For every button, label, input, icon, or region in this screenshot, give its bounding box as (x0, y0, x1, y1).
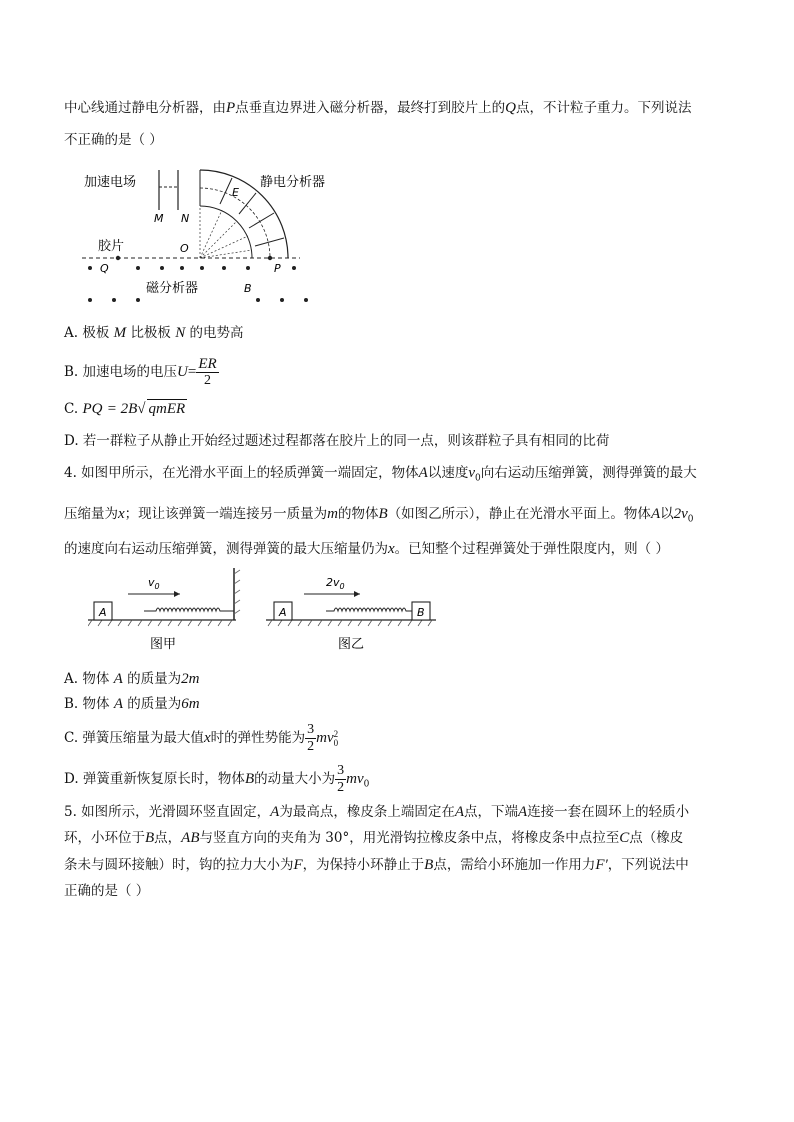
q4-figure (88, 564, 448, 658)
text: 环，小环位于 (64, 830, 145, 846)
q3-fig-label-e: E (232, 186, 239, 199)
text: 压缩量为 (64, 506, 118, 522)
q4-fig-spring-yi (326, 608, 412, 611)
text: 的电势高 (189, 325, 244, 341)
q3-stem-text: 点，不计粒子重力。下列说法 (516, 100, 692, 116)
text: 4. 如图甲所示，在光滑水平面上的轻质弹簧一端固定，物体 (64, 465, 419, 481)
denominator: 2 (337, 780, 345, 795)
q3-fig-point-q (116, 256, 120, 260)
q4-option-c (64, 722, 338, 755)
q5-stem-line3 (64, 856, 689, 874)
text: 点（橡皮 (629, 830, 684, 846)
subscript: 0 (687, 514, 694, 525)
q3-option-d: D. 若一群粒子从静止开始经过题述过程都落在胶片上的同一点，则该群粒子具有相同的比荷 (64, 433, 610, 449)
text: B. 物体 (64, 696, 110, 712)
q3-fig-analyzer-label: 静电分析器 (260, 175, 326, 190)
numerator: 3 (307, 722, 315, 737)
q4-fig-spring-jia (144, 608, 234, 611)
symbol: m (327, 506, 339, 522)
symbol: M (113, 325, 127, 341)
value: 6m (181, 696, 200, 712)
q3-figure (82, 158, 342, 308)
symbol: x (118, 506, 125, 522)
text: C. 弹簧压缩量为最大值 (64, 730, 204, 746)
text: 点， (154, 830, 182, 846)
symbol: A (418, 465, 428, 481)
q4-option-a (64, 670, 199, 688)
symbol: B (378, 506, 388, 522)
q3-fig-magnetic-label: 磁分析器 (146, 281, 199, 296)
text: D. 弹簧重新恢复原长时，物体 (64, 771, 245, 787)
text: 向右运动压缩弹簧，测得弹簧的最大 (480, 465, 697, 481)
text: 为最高点，橡皮条上端固定在 (279, 804, 455, 820)
q4-fig-v0: $v_0$ (148, 576, 160, 591)
symbol: C (619, 830, 630, 846)
q3-fig-label-o: O (180, 242, 189, 255)
text: 连接一套在圆环上的轻质小 (527, 804, 690, 820)
q3-option-a (64, 324, 244, 342)
text: （如图乙所示），静止在光滑水平面上。物体 (387, 506, 651, 522)
symbol: A (113, 696, 123, 712)
value: 2m (181, 671, 200, 687)
text: 的速度向右运动压缩弹簧，测得弹簧的最大压缩量仍为 (64, 541, 388, 557)
q4-fig-label-a2: A (279, 606, 287, 619)
symbol: v (468, 465, 476, 481)
q3-fig-label-m: M (154, 212, 164, 225)
text: 点，需给小环施加一作用力 (433, 857, 596, 873)
symbol: mv (346, 771, 364, 787)
text: 以 (660, 506, 674, 522)
q3-fig-label-p: P (274, 262, 281, 275)
subscript: 0 (363, 779, 370, 790)
q3-symbol-q: Q (505, 100, 517, 116)
symbol: x (203, 730, 211, 746)
numerator: 3 (337, 763, 345, 778)
fraction (335, 763, 346, 796)
text: 条未与圆环接触）时，钩的拉力大小为 (64, 857, 294, 873)
text: ，为保持小环静止于 (302, 857, 425, 873)
symbol: U (177, 364, 188, 380)
text: ；现让该弹簧一端连接另一质量为 (124, 506, 328, 522)
text: A. 极板 (64, 325, 110, 341)
numerator: ER (198, 356, 217, 372)
q5-stem-line2 (64, 829, 683, 847)
q4-fig-label-b: B (417, 606, 425, 619)
q4-fig-caption-jia: 图甲 (150, 637, 177, 652)
text: = (187, 364, 197, 380)
symbol: x (388, 541, 395, 557)
symbol: AB (181, 830, 200, 846)
superscript: 2 (333, 728, 339, 739)
q5-stem-line4: 正确的是（ ） (64, 883, 150, 899)
fraction (196, 356, 218, 389)
q4-fig-2v0: $2v_0$ (326, 576, 345, 591)
q3-fig-accel-label: 加速电场 (84, 175, 137, 190)
q3-stem-text: 点垂直边界进入磁分析器，最终打到胶片上的 (235, 100, 506, 116)
text: 的物体 (338, 506, 379, 522)
text: A. 物体 (64, 671, 110, 687)
q3-fig-point-p (268, 256, 272, 260)
symbol: A (650, 506, 661, 522)
symbol: A (518, 804, 528, 820)
subscript: 0 (333, 737, 339, 748)
q4-option-d (64, 763, 369, 796)
text: B. 加速电场的电压 (64, 364, 178, 380)
q3-fig-label-n: N (181, 212, 190, 225)
q3-fig-label-b: B (244, 282, 252, 295)
q4-stem-line3 (64, 540, 669, 558)
symbol: A (270, 804, 280, 820)
q3-stem-line2: 不正确的是（ ） (64, 132, 163, 148)
q4-fig-label-a: A (99, 606, 107, 619)
q3-fig-film-label: 胶片 (98, 239, 125, 254)
symbol: B (244, 771, 255, 787)
symbol: F′ (595, 857, 608, 873)
text: ，下列说法中 (607, 857, 689, 873)
q5-stem-line1 (64, 803, 689, 821)
q4-option-b (64, 695, 200, 713)
symbol: mv (316, 730, 334, 746)
q3-stem-text: 中心线通过静电分析器，由 (64, 100, 226, 116)
symbol: N (175, 325, 186, 341)
text: 。已知整个过程弹簧处于弹性限度内，则（ ） (394, 541, 669, 557)
text: 的质量为 (127, 671, 182, 687)
symbol: A (454, 804, 465, 820)
text: 与竖直方向的夹角为 30°，用光滑钩拉橡皮条中点，将橡皮条中点拉至 (199, 830, 620, 846)
q3-symbol-p: P (226, 100, 236, 116)
q4-fig-jia (88, 568, 240, 652)
symbol: PQ (82, 401, 103, 417)
text: 的质量为 (127, 696, 182, 712)
q3-fig-label-q: Q (100, 262, 109, 275)
text: 比极板 (130, 325, 171, 341)
fraction (305, 722, 316, 755)
text: 以速度 (427, 465, 469, 481)
symbol: 2v (673, 506, 688, 522)
q4-stem-line2 (64, 505, 694, 529)
text: C. (64, 401, 79, 417)
q3-fig-radial-lines (200, 206, 252, 258)
subscript: 0 (475, 473, 481, 484)
text: 点，下端 (464, 804, 519, 820)
q3-stem-line1 (64, 99, 692, 117)
text: 时的弹性势能为 (210, 730, 306, 746)
q4-fig-caption-yi: 图乙 (338, 637, 365, 652)
symbol: A (113, 671, 123, 687)
q4-fig-yi (266, 576, 436, 652)
sqrt-content: qmER (148, 401, 186, 417)
q3-option-b (64, 356, 219, 389)
text: 5. 如图所示，光滑圆环竖直固定， (64, 804, 271, 820)
denominator: 2 (307, 739, 315, 754)
symbol: B (424, 857, 434, 873)
text: 的动量大小为 (254, 771, 336, 787)
symbol: F (293, 857, 303, 873)
symbol: B (145, 830, 155, 846)
q3-option-c: C. PQ = 2B√ qmER (64, 401, 186, 417)
symbol: = 2B (106, 401, 138, 417)
q4-stem-line1 (64, 464, 697, 488)
denominator: 2 (203, 373, 211, 388)
